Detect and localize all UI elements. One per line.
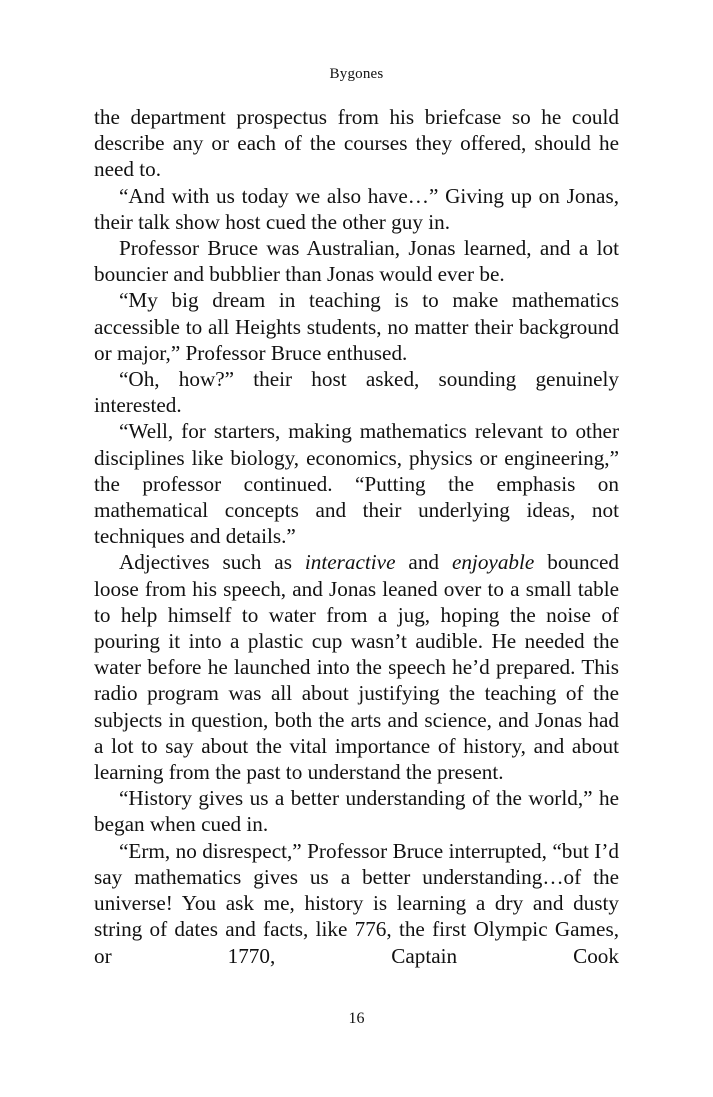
paragraph-continued: the department prospectus from his briefcase so he could describe any or each of the courses they offered, should he need to. xyxy=(94,105,619,182)
paragraph xyxy=(94,549,619,785)
paragraph: “Oh, how?” their host asked, sounding genuinely interested. xyxy=(94,367,619,418)
paragraph: “My big dream in teaching is to make mathematics accessible to all Heights students, no matter their background or major,” Professor Bruce enthused. xyxy=(94,288,619,365)
paragraph: “History gives us a better understanding of the world,” he began when cued in. xyxy=(94,786,619,837)
body-text xyxy=(94,104,619,969)
paragraph-text: and xyxy=(395,550,452,575)
italic-word: interactive xyxy=(304,550,396,575)
paragraph-text: bounced loose from his speech, and Jonas leaned over to a small table to help himself to water from a jug, hoping the noise of pouring it into a plastic cup wasn’t audible. He needed the water before he launched into the speech he’d prepared. This radio program was all about justifying the teaching of the subjects in question, both the arts and science, and Jonas had a lot to say about the vital importance of history, and about learning from the past to understand the present. xyxy=(94,550,620,785)
page-number: 16 xyxy=(348,1010,365,1027)
italic-word: enjoyable xyxy=(451,550,535,575)
paragraph-continues: “Erm, no disrespect,” Professor Bruce interrupted, “but I’d say mathematics gives us a better understanding…of the universe! You ask me, history is learning a dry and dusty string of dates and facts, like 776, the first Olympic Games, or 1770, Captain Cook xyxy=(94,838,619,968)
running-head: Bygones xyxy=(329,66,384,82)
paragraph: Professor Bruce was Australian, Jonas learned, and a lot bouncier and bubblier than Jonas would ever be. xyxy=(94,236,619,287)
paragraph-text: Adjectives such as xyxy=(119,550,305,575)
paragraph: “Well, for starters, making mathematics relevant to other disciplines like biology, economics, physics or engineering,” the professor continued. “Putting the emphasis on mathematical concepts and their underlying ideas, not techniques and details.” xyxy=(94,419,619,549)
paragraph: “And with us today we also have…” Giving up on Jonas, their talk show host cued the other guy in. xyxy=(94,183,619,234)
